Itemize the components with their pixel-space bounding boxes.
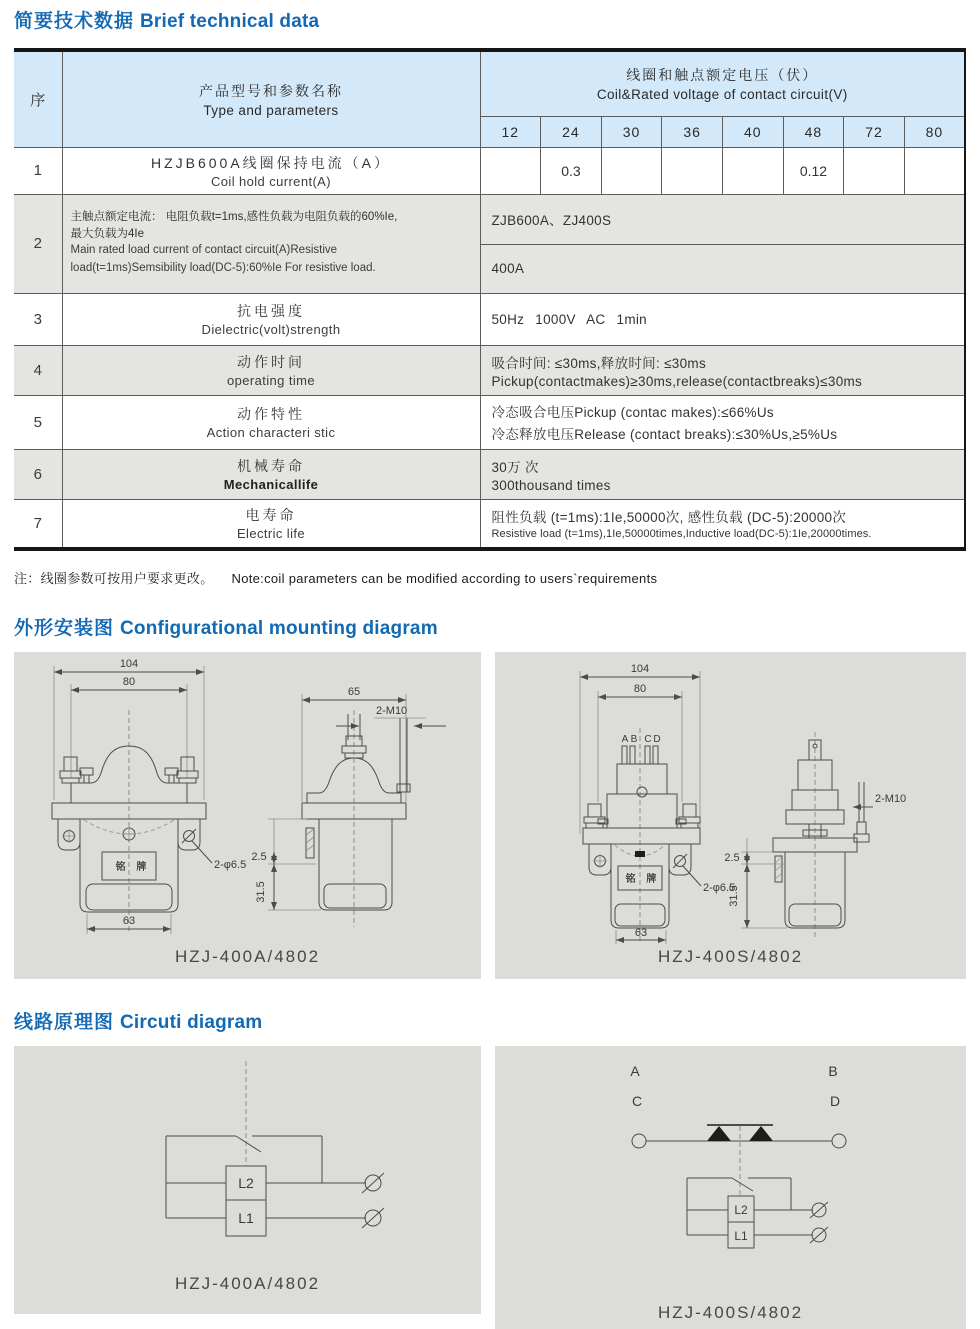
- row3-name: [62, 293, 480, 345]
- circuit-caption-hzj400a: HZJ-400A/4802: [174, 1274, 321, 1293]
- dim-thread: 2-M10: [875, 793, 907, 805]
- mounting-panel-hzj400a: [14, 652, 481, 979]
- row7-value-en: Resistive load (t=1ms),1Ie,50000times,Inductive load(DC-5):1Ie,20000times.: [491, 528, 872, 541]
- row1-val-80: [904, 147, 965, 194]
- dim-width-base: 63: [634, 927, 648, 939]
- section-title-tech-zh: 简要技术数据: [14, 11, 135, 32]
- row4-value: [480, 345, 965, 395]
- row5-no: 5: [14, 395, 62, 449]
- row1-val-36: [662, 147, 723, 194]
- tech-data-table: [14, 48, 966, 551]
- row1-no: 1: [14, 147, 62, 194]
- coil-l1-label: L1: [238, 1210, 254, 1226]
- section-title-circuit-en: Circuti diagram: [120, 1012, 263, 1033]
- col-header-seq: 序: [14, 50, 62, 147]
- row4-name-en: operating time: [227, 373, 315, 388]
- row7-no: 7: [14, 499, 62, 549]
- col-header-voltage: [480, 50, 965, 116]
- row7-value: [480, 499, 965, 549]
- circuit-drawing-hzj400s: [495, 1046, 966, 1286]
- row6-name-en: Mechanicallife: [223, 477, 319, 492]
- dim-width-outer: 104: [630, 663, 650, 675]
- section-title-mounting-en: Configurational mounting diagram: [120, 618, 438, 639]
- voltage-48: 48: [783, 116, 844, 147]
- voltage-30: 30: [601, 116, 662, 147]
- terminal-c-label: C: [644, 734, 652, 745]
- row5-value-pickup: 冷态吸合电压Pickup (contac makes):≤66%Us: [491, 405, 774, 420]
- row1-name-zh: HZJB600A线圈保持电流（A）: [150, 154, 392, 171]
- mounting-drawing-hzj400s: [495, 652, 966, 947]
- terminal-b-label: B: [828, 1063, 838, 1079]
- row2-name: [62, 194, 480, 293]
- row2-name-zh2: 最大负载为4Ie: [70, 227, 144, 240]
- circuit-caption-hzj400s: HZJ-400S/4802: [657, 1303, 804, 1322]
- coil-l2-label: L2: [734, 1203, 748, 1217]
- row2-name-zh1: 主触点额定电流： 电阻负载t=1ms,感性负载为电阻负载的60%Ie,: [70, 211, 398, 224]
- front-view: [580, 663, 735, 944]
- coil-circuit: [166, 1061, 384, 1236]
- section-title-circuit-zh: 线路原理图: [14, 1012, 115, 1033]
- row3-no: 3: [14, 293, 62, 345]
- row2-no: 2: [14, 194, 62, 293]
- section-title-mounting-zh: 外形安装图: [14, 618, 115, 639]
- row1-name: [62, 147, 480, 194]
- circuit-panels: [14, 1046, 966, 1329]
- terminal-c-label: C: [631, 1093, 643, 1109]
- row2-value-models: ZJB600A、ZJ400S: [480, 194, 965, 244]
- voltage-36: 36: [662, 116, 723, 147]
- row7-name-en: Electric life: [236, 526, 306, 542]
- row6-name: [62, 449, 480, 499]
- mounting-drawing-hzj400a: [14, 652, 481, 947]
- circuit-drawing-hzj400a: [14, 1046, 481, 1276]
- row5-name-en: Action characteri stic: [206, 425, 336, 440]
- table-note: [14, 568, 966, 587]
- table-note-zh: 注：线圈参数可按用户要求更改。: [14, 571, 214, 586]
- section-title-mounting: [14, 613, 966, 640]
- section-title-tech-en: Brief technical data: [140, 11, 320, 32]
- row1-val-48: 0.12: [783, 147, 844, 194]
- row4-no: 4: [14, 345, 62, 395]
- coil-l1-label: L1: [734, 1229, 748, 1243]
- row2-name-en2: load(t=1ms)Semsibility load(DC-5):60%Ie For resistive load.: [70, 262, 376, 275]
- circuit-panel-hzj400a: [14, 1046, 481, 1314]
- dim-depth: 31.5: [255, 881, 267, 903]
- dim-side-width: 65: [347, 686, 361, 698]
- dim-gap: 2.5: [724, 852, 740, 864]
- row4-name-zh: 动作时间: [237, 354, 305, 370]
- page: [0, 6, 980, 1329]
- table-row: [14, 499, 965, 549]
- table-row: [14, 449, 965, 499]
- col-header-voltage-zh: 线圈和触点额定电压（伏）: [626, 67, 819, 84]
- table-row: [14, 345, 965, 395]
- table-row: [14, 194, 965, 244]
- front-view: [52, 658, 246, 934]
- row4-value-en: Pickup(contactmakes)≥30ms,release(contactbreaks)≤30ms: [491, 373, 863, 389]
- row5-name-zh: 动作特性: [237, 406, 305, 422]
- col-header-type-zh: 产品型号和参数名称: [199, 82, 343, 99]
- dim-depth: 31.5: [728, 885, 740, 907]
- col-header-voltage-en: Coil&Rated voltage of contact circuit(V): [596, 87, 848, 103]
- col-header-type-en: Type and parameters: [203, 102, 339, 118]
- terminal-d-label: D: [829, 1093, 841, 1109]
- mounting-panels: [14, 652, 966, 979]
- table-row: [14, 293, 965, 345]
- contact-circuit: [630, 1063, 846, 1196]
- row3-name-en: Dielectric(volt)strength: [201, 322, 341, 337]
- row7-name: [62, 499, 480, 549]
- voltage-80: 80: [904, 116, 965, 147]
- dim-thread: 2-M10: [376, 705, 408, 717]
- voltage-24: 24: [541, 116, 602, 147]
- section-title-circuit: [14, 1007, 966, 1034]
- terminal-a-label: A: [621, 734, 629, 745]
- row6-value-zh: 30万 次: [491, 459, 539, 475]
- mounting-caption-hzj400a: HZJ-400A/4802: [174, 947, 321, 966]
- row1-val-24: 0.3: [541, 147, 602, 194]
- dim-width-outer: 104: [119, 658, 139, 670]
- coil-circuit: [687, 1178, 828, 1248]
- mounting-caption-hzj400s: HZJ-400S/4802: [657, 947, 804, 966]
- terminal-a-label: A: [630, 1063, 640, 1079]
- terminal-d-label: D: [653, 734, 661, 745]
- table-row: [14, 147, 965, 194]
- dim-holes: 2-φ6.5: [214, 859, 247, 871]
- row6-value-en: 300thousand times: [491, 477, 611, 493]
- row5-value: [480, 395, 965, 449]
- row1-val-30: [601, 147, 662, 194]
- circuit-panel-hzj400s: [495, 1046, 966, 1329]
- row1-val-40: [723, 147, 784, 194]
- row4-name: [62, 345, 480, 395]
- row3-name-zh: 抗电强度: [237, 303, 305, 319]
- col-header-type: [62, 50, 480, 147]
- side-view: [251, 686, 446, 927]
- row1-val-72: [844, 147, 905, 194]
- dim-width-inner: 80: [633, 683, 647, 695]
- table-note-en: Note:coil parameters can be modified according to users`requirements: [231, 571, 658, 586]
- dim-width-inner: 80: [122, 676, 136, 688]
- row7-value-zh: 阻性负载 (t=1ms):1Ie,50000次, 感性负载 (DC-5):20000次: [491, 510, 847, 526]
- row2-value-current: 400A: [480, 244, 965, 293]
- nameplate-label: 铭 牌: [115, 862, 151, 873]
- voltage-72: 72: [844, 116, 905, 147]
- row4-value-zh: 吸合时间: ≤30ms,释放时间: ≤30ms: [491, 355, 706, 371]
- row6-no: 6: [14, 449, 62, 499]
- row3-value: 50Hz 1000V AC 1min: [480, 293, 965, 345]
- row1-val-12: [480, 147, 541, 194]
- row5-value-release: 冷态释放电压Release (contact breaks):≤30%Us,≥5%Us: [491, 427, 838, 442]
- row7-name-zh: 电寿命: [245, 507, 297, 524]
- dim-holes: 2-φ6.5: [703, 882, 736, 894]
- nameplate-label: 铭 牌: [625, 874, 661, 885]
- section-title-tech: [14, 6, 966, 33]
- terminal-b-label: B: [630, 734, 638, 745]
- row2-name-en1: Main rated load current of contact circuit(A)Resistive: [70, 244, 338, 257]
- voltage-40: 40: [723, 116, 784, 147]
- voltage-12: 12: [480, 116, 541, 147]
- dim-gap: 2.5: [251, 851, 267, 863]
- mounting-panel-hzj400s: [495, 652, 966, 979]
- row1-name-en: Coil hold current(A): [211, 173, 331, 189]
- row6-name-zh: 机械寿命: [237, 458, 305, 474]
- dim-width-base: 63: [122, 915, 136, 927]
- table-row: [14, 395, 965, 449]
- side-view: [724, 732, 906, 940]
- row6-value: [480, 449, 965, 499]
- row5-name: [62, 395, 480, 449]
- coil-l2-label: L2: [238, 1175, 254, 1191]
